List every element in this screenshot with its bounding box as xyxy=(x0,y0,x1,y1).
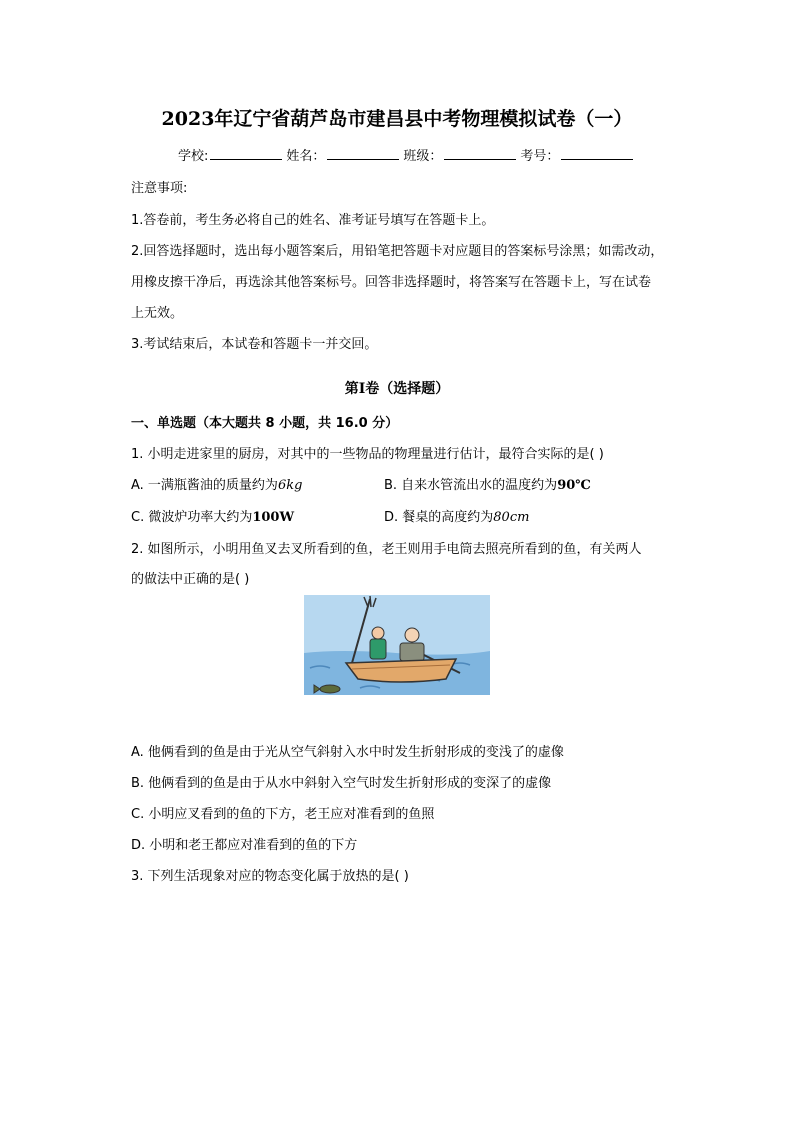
part-heading: 一、单选题（本大题共 8 小题，共 16.0 分） xyxy=(131,416,399,431)
fishing-boat-illustration xyxy=(300,593,492,698)
note-2-line-1: 2.回答选择题时，选出每小题答案后，用铅笔把答题卡对应题目的答案标号涂黑；如需改动， xyxy=(131,244,664,259)
note-2-line-3: 上无效。 xyxy=(131,306,184,321)
q2-option-a: A. 他俩看到的鱼是由于光从空气斜射入水中时发生折射形成的变浅了的虚像 xyxy=(131,745,564,760)
note-2-line-2: 用橡皮擦干净后，再选涂其他答案标号。回答非选择题时，将答案写在答题卡上，写在试卷 xyxy=(131,275,652,290)
q1-option-b: B. 自来水管流出水的温度约为90℃ xyxy=(384,478,591,493)
school-blank xyxy=(210,147,282,160)
note-1: 1.答卷前，考生务必将自己的姓名、准考证号填写在答题卡上。 xyxy=(131,213,495,228)
section-title: 第Ⅰ卷（选择题） xyxy=(344,381,450,397)
q3-stem: 3. 下列生活现象对应的物态变化属于放热的是( ) xyxy=(131,869,409,884)
q2-option-c: C. 小明应叉看到的鱼的下方，老王应对准看到的鱼照 xyxy=(131,807,435,822)
q1-option-a: A. 一满瓶酱油的质量约为6kg xyxy=(131,478,303,493)
exam-no-label: 考号： xyxy=(520,149,560,164)
name-label: 姓名： xyxy=(286,149,326,164)
q2-option-b: B. 他俩看到的鱼是由于从水中斜射入空气时发生折射形成的变深了的虚像 xyxy=(131,776,552,791)
exam-title: 2023年辽宁省葫芦岛市建昌县中考物理模拟试卷（一） xyxy=(161,108,633,130)
q2-option-d: D. 小明和老王都应对准看到的鱼的下方 xyxy=(131,838,358,853)
notes-heading: 注意事项: xyxy=(131,181,188,196)
q2-stem-line-1: 2. 如图所示，小明用鱼叉去叉所看到的鱼，老王则用手电筒去照亮所看到的鱼，有关两人 xyxy=(131,542,642,557)
q1-option-d: D. 餐桌的高度约为80cm xyxy=(384,510,530,525)
student-info-line xyxy=(178,145,637,164)
q1-option-c: C. 微波炉功率大约为100W xyxy=(131,510,295,525)
class-blank xyxy=(444,147,516,160)
exam-no-blank xyxy=(561,147,633,160)
name-blank xyxy=(327,147,399,160)
note-3: 3.考试结束后，本试卷和答题卡一并交回。 xyxy=(131,337,378,352)
q2-stem-line-2: 的做法中正确的是( ) xyxy=(131,572,250,587)
class-label: 班级： xyxy=(403,149,443,164)
q1-stem: 1. 小明走进家里的厨房，对其中的一些物品的物理量进行估计，最符合实际的是( ) xyxy=(131,447,604,462)
school-label: 学校: xyxy=(178,149,209,164)
